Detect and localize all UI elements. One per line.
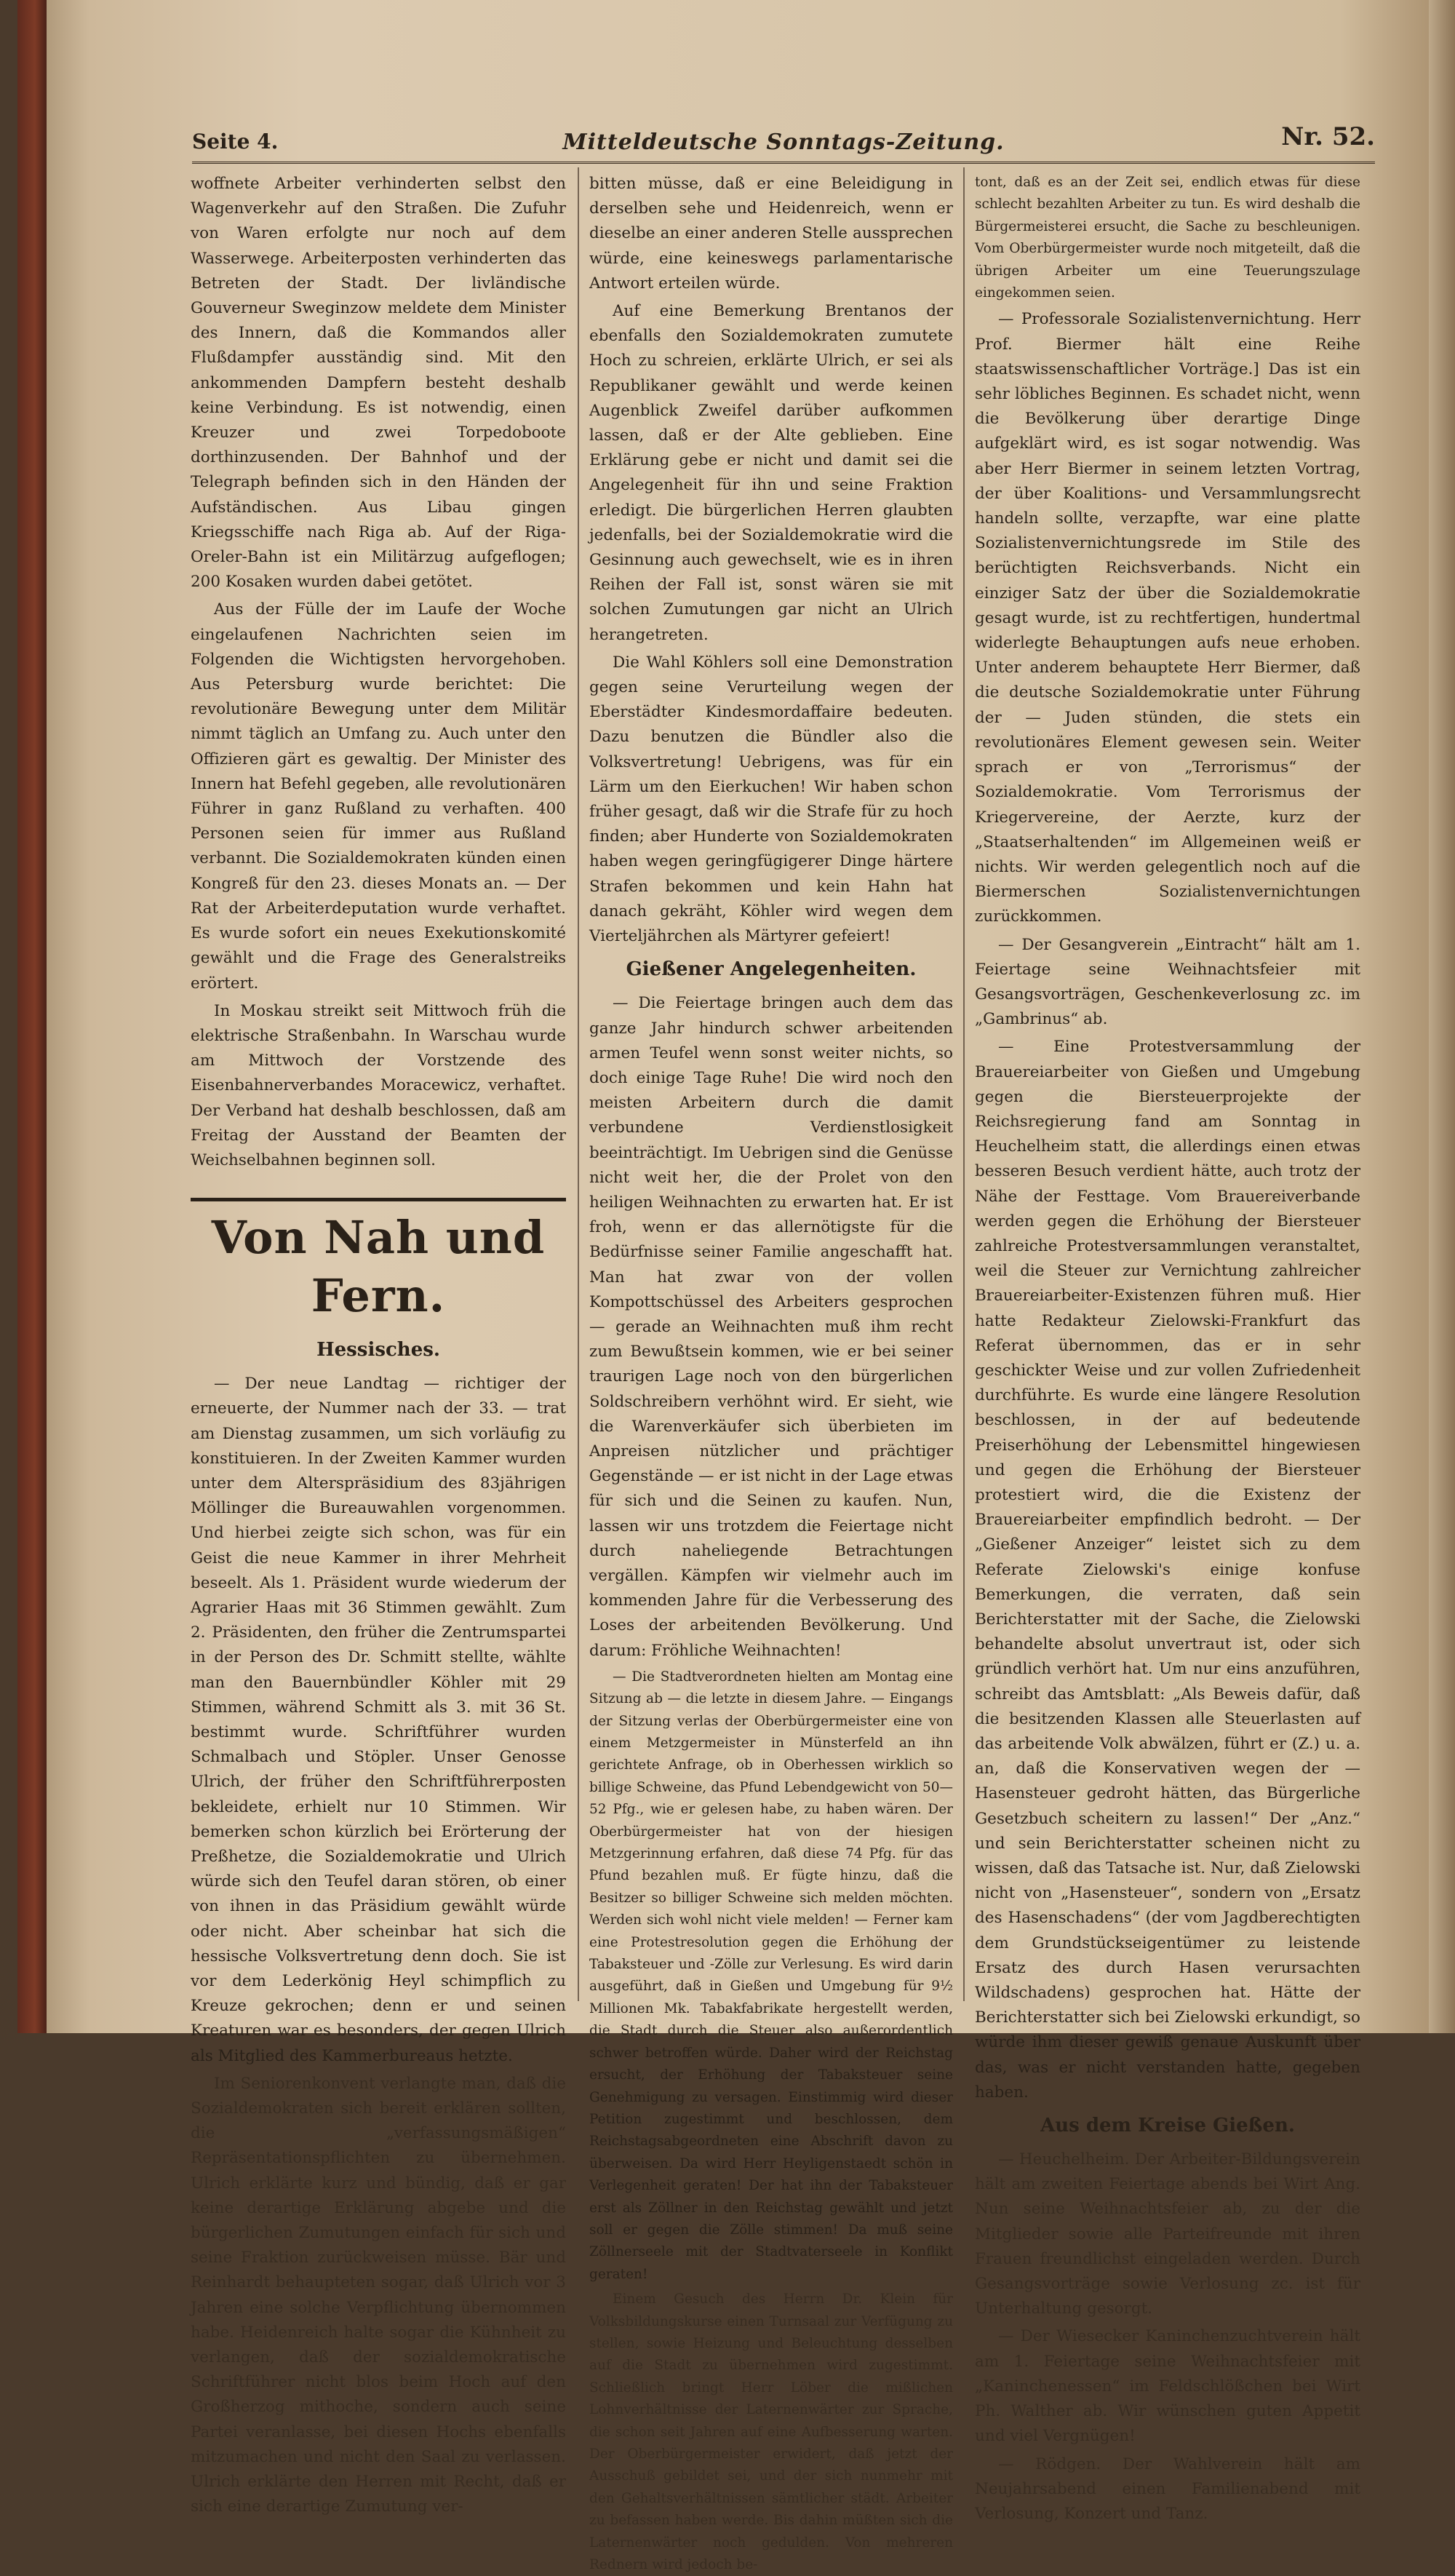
article-paragraph: Aus der Fülle der im Laufe der Woche eingelaufenen Nachrichten seien im Folgenden die Wichtigsten hervorgehoben. Aus Petersburg wurde berichtet: Die revolutionäre Bewegung unter dem Militär nimmt täglich an Umfang zu. Auch unter den Offizieren gärt es gewaltig. Der Minister des Innern hat Befehl gegeben, alle revolutionären Führer in ganz Rußland zu verhaften. 400 Personen seien für immer aus Rußland verbannt. Die Sozialdemokraten künden einen Kongreß für den 23. dieses Monats an. — Der Rat der Arbeiterdeputation wurde verhaftet. Es wurde sofort ein neues Exekutionskomité gewählt und die Frage des Generalstreiks erörtert. bbox=[191, 600, 566, 993]
article-paragraph: — Rödgen. Der Wahlverein hält am Neujahrsabend einen Familienabend mit Verlosung, Konzert und Tanz. bbox=[975, 2454, 1360, 2523]
column-divider bbox=[963, 167, 965, 2001]
article-paragraph: Einem Gesuch des Herrn Dr. Klein für Volksbildungskurse einen Turnsaal zur Verfügung zu stellen, sowie Heizung und Beleuchtung desselben auf die Stadt zu übernehmen wird zugestimmt. Schließlich bringt Herr Löber die mißlichen Lohnverhältnisse der Laternenwärter zur Sprache, die schon seit Jahren auf eine Aufbesserung warten. Der Oberbürgermeister erwidert, daß jetzt der Ausschuß gebildet sei, und der sich nunmehr mit den Gehaltsverhältnissen sämtlicher städt. Arbeiter zu befassen haben werde. Bis dahin müßten sich die Laternenwärter noch gedulden. Von mehreren Rednern wird jedoch be- bbox=[589, 2291, 953, 2573]
article-paragraph: — Die Feiertage bringen auch dem das ganze Jahr hindurch schwer arbeitenden armen Teufel wenn sonst weiter nichts, so doch einige Tage Ruhe! Die wird noch den meisten Arbeitern durch die damit verbundene Verdienstlosigkeit beeinträchtigt. Im Uebrigen sind die Genüsse nicht weit her, die der Prolet von den heiligen Weihnachten zu erwarten hat. Er ist froh, wenn er das allernötigste für die Bedürfnisse seiner Familie angeschafft hat. Man hat zwar von der vollen Kompottschüssel des Arbeiters gesprochen — gerade an Weihnachten muß ihm recht zum Bewußtsein kommen, wie er bei seiner traurigen Lage noch von den bürgerlichen Soldschreibern verhöhnt wird. Er sieht, wie die Warenverkäufer sich überbieten im Anpreisen nützlicher und prächtiger Gegenstände — er ist nicht in der Lage etwas für sich und die Seinen zu kaufen. Nun, lassen wir uns trotzdem die Feiertage nicht durch naheliegende Betrachtungen vergällen. Kämpfen wir vielmehr auch im kommenden Jahre für die Verbesserung des Loses der arbeitenden Bevölkerung. Und darum: Fröhliche Weihnachten! bbox=[589, 994, 953, 1660]
issue-number: Nr. 52. bbox=[1281, 122, 1375, 151]
column-left bbox=[191, 172, 566, 2516]
page-header bbox=[192, 122, 1375, 164]
newspaper-title: Mitteldeutsche Sonntags-Zeitung. bbox=[562, 130, 1005, 155]
subsection-heading: Aus dem Kreise Gießen. bbox=[1040, 2115, 1295, 2137]
article-paragraph: bitten müsse, daß er eine Beleidigung in derselben sehe und Heidenreich, wenn er dieselbe an einer anderen Stelle aussprechen würde, eine keineswegs parlamentarische Antwort erteilen würde. bbox=[589, 175, 953, 293]
section-heading: Von Nah und Fern. bbox=[191, 1198, 566, 1325]
page-number: Seite 4. bbox=[192, 130, 279, 154]
article-paragraph: — Heuchelheim. Der Arbeiter-Bildungsverein hält am zweiten Feiertage abends bei Wirt Ang. Nun seine Weihnachtsfeier ab, zu der die Mitglieder sowie alle Parteifreunde mit ihren Frauen freundlichst eingeladen werden. Durch Gesangsvorträge sowie Verlosung zc. ist für Unterhaltung gesorgt. bbox=[975, 2150, 1360, 2318]
article-paragraph: tont, daß es an der Zeit sei, endlich etwas für diese schlecht bezahlten Arbeiter zu tun. Es wird deshalb die Bürgermeisterei ersucht, die Sache zu beschleunigen. Vom Oberbürgermeister wurde noch mitgeteilt, daß die übrigen Arbeiter um eine Teuerungszulage eingekommen seien. bbox=[975, 175, 1360, 301]
article-paragraph: Auf eine Bemerkung Brentanos der ebenfalls den Sozialdemokraten zumutete Hoch zu schreien, erklärte Ulrich, er sei als Republikaner gewählt und werde keinen Augenblick Zweifel darüber aufkommen lassen, daß er der Alte geblieben. Eine Erklärung gebe er nicht und damit sei die Angelegenheit für ihn und seine Fraktion erledigt. Die bürgerlichen Herren glaubten jedenfalls, bei der Sozialdemokratie wird die Gesinnung auch gewechselt, wie es in ihren Reihen der Fall ist, sonst wären sie mit solchen Zumutungen gar nicht an Ulrich herangetreten. bbox=[589, 302, 953, 644]
subsection-heading: Hessisches. bbox=[316, 1339, 440, 1361]
column-middle bbox=[589, 172, 953, 2573]
article-paragraph: Im Seniorenkonvent verlangte man, daß die Sozialdemokraten sich bereit erklären sollten, die „verfassungsmäßigen“ Repräsentationspflichten zu übernehmen. Ulrich erklärte kurz und bündig, daß er gar keine derartige Erklärung abgebe und die bürgerlichen Zumutungen einfach für sich und seine Fraktion zurückweisen müsse. Bär und Reinhardt behaupteten sogar, daß Ulrich vor 3 Jahren eine solche Verpflichtung übernommen habe. Heidenreich halte sogar die Kühnheit zu verlangen, daß der sozialdemokratische Schriftführer nicht blos beim Hoch auf den Großherzog mithoche, sondern auch seine Partei veranlasse, bei diesen Hochs ebenfalls mitzumachen und nicht den Saal zu verlassen. Ulrich erklärte den Herren mit Recht, daß er sich eine derartige Zumutung ver- bbox=[191, 2074, 566, 2516]
article-paragraph: — Professorale Sozialistenvernichtung. Herr Prof. Biermer hält eine Reihe staatswissenschaftlicher Vorträge.] Das ist ein sehr löbliches Beginnen. Es schadet nicht, wenn die Bevölkerung über derartige Dinge aufgeklärt wird, es ist sogar notwendig. Was aber Herr Biermer in seinem letzten Vortrag, der über Koalitions- und Versammlungsrecht handeln sollte, verzapfte, war eine platte Sozialistenvernichtungsrede im Stile des berüchtigten Reichsverbands. Nicht ein einziger Satz der über die Sozialdemokratie gesagt wurde, ist zu rechtfertigen, hundertmal widerlegte Behauptungen aufs neue erhoben. Unter anderem behauptete Herr Biermer, daß die deutsche Sozialdemokratie unter Führung der — Juden stünden, die stets ein revolutionäres Element gewesen sein. Weiter sprach er von „Terrorismus“ der Sozialdemokratie. Vom Terrorismus der Kriegervereine, der Aerzte, kurz der „Staatserhaltenden“ im Allgemeinen weiß er nichts. Wir werden gelegentlich noch auf die Biermerschen Sozialistenvernichtungen zurückkommen. bbox=[975, 310, 1360, 926]
book-binding bbox=[17, 0, 47, 2033]
article-paragraph: — Eine Protestversammlung der Brauereiarbeiter von Gießen und Umgebung gegen die Biersteuerprojekte der Reichsregierung fand am Sonntag in Heuchelheim statt, die allerdings einen etwas besseren Besuch verdient hätte, auch trotz der Nähe der Festtage. Vom Brauereiverbande werden gegen die Erhöhung der Biersteuer zahlreiche Protestversammlungen veranstaltet, weil die Steuer zur Vernichtung zahlreicher Brauereiarbeiter-Existenzen führen muß. Hier hatte Redakteur Zielowski-Frankfurt das Referat übernommen, das er in sehr geschickter Weise und zur vollen Zufriedenheit durchführte. Es wurde eine längere Resolution beschlossen, in der auf bedeutende Preiserhöhung der Lebensmittel hingewiesen und gegen die Erhöhung der Biersteuer protestiert wird, die die Existenz der Brauereiarbeiter empfindlich bedroht. — Der „Gießener Anzeiger“ leistet sich zu dem Referate Zielowski's einige konfuse Bemerkungen, die verraten, daß sein Berichterstatter mit der Sache, die Zielowski behandelte absolut unvertraut ist, oder sich gründlich verhört hat. Um nur eins anzuführen, schreibt das Amtsblatt: „Als Beweis dafür, daß die besitzenden Klassen alle Steuerlasten auf das arbeitende Volk abwälzen, führt er (Z.) u. a. an, daß die Konservativen wegen der — Hasensteuer gedroht hätten, das Bürgerliche Gesetzbuch scheitern zu lassen!“ Der „Anz.“ und sein Berichterstatter scheinen nicht zu wissen, daß das Tatsache ist. Nur, daß Zielowski nicht von „Hasensteuer“, sondern von „Ersatz des Hasenschadens“ (der vom Jagdberechtigten dem Grundstückseigentümer zu leistende Ersatz des durch Hasen verursachten Wildschadens) gesprochen hat. Hätte der Berichterstatter sich bei Zielowski erkundigt, so würde ihm dieser gewiß genaue Auskunft über das, was er nicht verstanden hatte, gegeben haben. bbox=[975, 1038, 1360, 2102]
page-edge bbox=[1429, 0, 1455, 2033]
newspaper-page bbox=[17, 0, 1455, 2573]
article-paragraph: Die Wahl Köhlers soll eine Demonstration gegen seine Verurteilung wegen der Eberstädter Kindesmordaffaire bedeuten. Dazu benutzen die Bündler also die Volksvertretung! Uebrigens, was für ein Lärm um den Eierkuchen! Wir haben schon früher gesagt, daß wir die Strafe für zu hoch finden; aber Hunderte von Sozialdemokraten haben wegen geringfügigerer Dinge härtere Strafen bekommen und kein Hahn hat danach gekräht, Köhler wird wegen dem Vierteljährchen als Märtyrer gefeiert! bbox=[589, 653, 953, 946]
article-paragraph: — Die Stadtverordneten hielten am Montag eine Sitzung ab — die letzte in diesem Jahre. — Eingangs der Sitzung verlas der Oberbürgermeister eine von einem Metzgermeister in Münsterfeld an ihn gerichtete Anfrage, ob in Oberhessen wirklich so billige Schweine, das Pfund Lebendgewicht von 50—52 Pfg., wie er gelesen habe, zu haben wären. Der Oberbürgermeister hat von der hiesigen Metzgerinnung erfahren, daß diese 74 Pfg. für das Pfund bezahlen muß. Er fügte hinzu, daß die Besitzer so billiger Schweine sich melden möchten. Werden sich wohl nicht viele melden! — Ferner kam eine Protestresolution gegen die Erhöhung der Tabaksteuer und -Zölle zur Verlesung. Es wird darin ausgeführt, daß in Gießen und Umgebung für 9½ Millionen Mk. Tabakfabrikate hergestellt werden, die Stadt durch die Steuer also außerordentlich schwer betroffen würde. Daher wird der Reichstag ersucht, der Erhöhung der Tabaksteuer seine Genehmigung zu versagen. Einstimmig wird dieser Petition zugestimmt und beschlossen, dem Reichstagsabgeordneten eine Abschrift davon zu überweisen. Da wird Herr Heyligenstaedt schön in Verlegenheit geraten! Der hat ihn der Tabaksteuer erst als Zöllner in den Reichstag gewählt und jetzt soll er gegen die Zölle stimmen! Da muß seine Zöllnerseele mit der Stadtvaterseele in Konflikt geraten! bbox=[589, 1669, 953, 2282]
article-paragraph: — Der Wiesecker Kaninchenzuchtverein hält am 1. Feiertage seine Weihnachtsfeier mit „Kaninchenessen“ im Feldschlößchen bei Wirt Ph. Walther ab. Wir wünschen guten Appetit und viel Vergnügen! bbox=[975, 2327, 1360, 2446]
column-right bbox=[975, 172, 1360, 2523]
article-paragraph: woffnete Arbeiter verhinderten selbst den Wagenverkehr auf den Straßen. Die Zufuhr von Waren erfolgte nur noch auf dem Wasserwege. Arbeiterposten verhinderten das Betreten der Stadt. Der livländische Gouverneur Sweginzow meldete dem Minister des Innern, daß die Kommandos aller Flußdampfer ausständig sind. Mit den ankommenden Dampfern besteht deshalb keine Verbindung. Es ist notwendig, einen Kreuzer und zwei Torpedoboote dorthinzusenden. Der Bahnhof und der Telegraph befinden sich in den Händen der Aufständischen. Aus Libau gingen Kriegsschiffe nach Riga ab. Auf der Riga-Oreler-Bahn ist ein Militärzug aufgeflogen; 200 Kosaken wurden dabei getötet. bbox=[191, 175, 566, 592]
article-paragraph: — Der neue Landtag — richtiger der erneuerte, der Nummer nach der 33. — trat am Dienstag zusammen, um sich vorläufig zu konstituieren. In der Zweiten Kammer wurden unter dem Alterspräsidium des 83jährigen Möllinger die Bureauwahlen vorgenommen. Und hierbei zeigte sich schon, was für ein Geist die neue Kammer in ihrer Mehrheit beseelt. Als 1. Präsident wurde wiederum der Agrarier Haas mit 36 Stimmen gewählt. Zum 2. Präsidenten, den früher die Zentrumspartei in der Person des Dr. Schmitt stellte, wählte man den Bauernbündler Köhler mit 29 Stimmen, während Schmitt als 3. mit 36 St. bestimmt wurde. Schriftführer wurden Schmalbach und Stöpler. Unser Genosse Ulrich, der früher den Schriftführerposten bekleidete, erhielt nur 10 Stimmen. Wir bemerken schon kürzlich bei Erörterung der Preßhetze, die Sozialdemokratie und Ulrich würde sich den Teufel daran stören, ob einer von ihnen in das Präsidium gewählt würde oder nicht. Aber scheinbar hat sich die hessische Volksvertretung denn doch. Sie ist vor dem Lederkönig Heyl schimpflich zu Kreuze gekrochen; denn er und seinen Kreaturen war es besonders, der gegen Ulrich als Mitglied des Kammerbureaus hetzte. bbox=[191, 1375, 566, 2065]
article-paragraph: In Moskau streikt seit Mittwoch früh die elektrische Straßenbahn. In Warschau wurde am Mittwoch der Vorstzende des Eisenbahnerverbandes Moracewicz, verhaftet. Der Verband hat deshalb beschlossen, daß am Freitag der Ausstand der Beamten der Weichselbahnen beginnen soll. bbox=[191, 1001, 566, 1169]
column-divider bbox=[578, 167, 579, 2001]
subsection-heading: Gießener Angelegenheiten. bbox=[626, 958, 917, 981]
article-paragraph: — Der Gesangverein „Eintracht“ hält am 1. Feiertage seine Weihnachtsfeier mit Gesangsvorträgen, Geschenkeverlosung zc. im „Gambrinus“ ab. bbox=[975, 935, 1360, 1029]
